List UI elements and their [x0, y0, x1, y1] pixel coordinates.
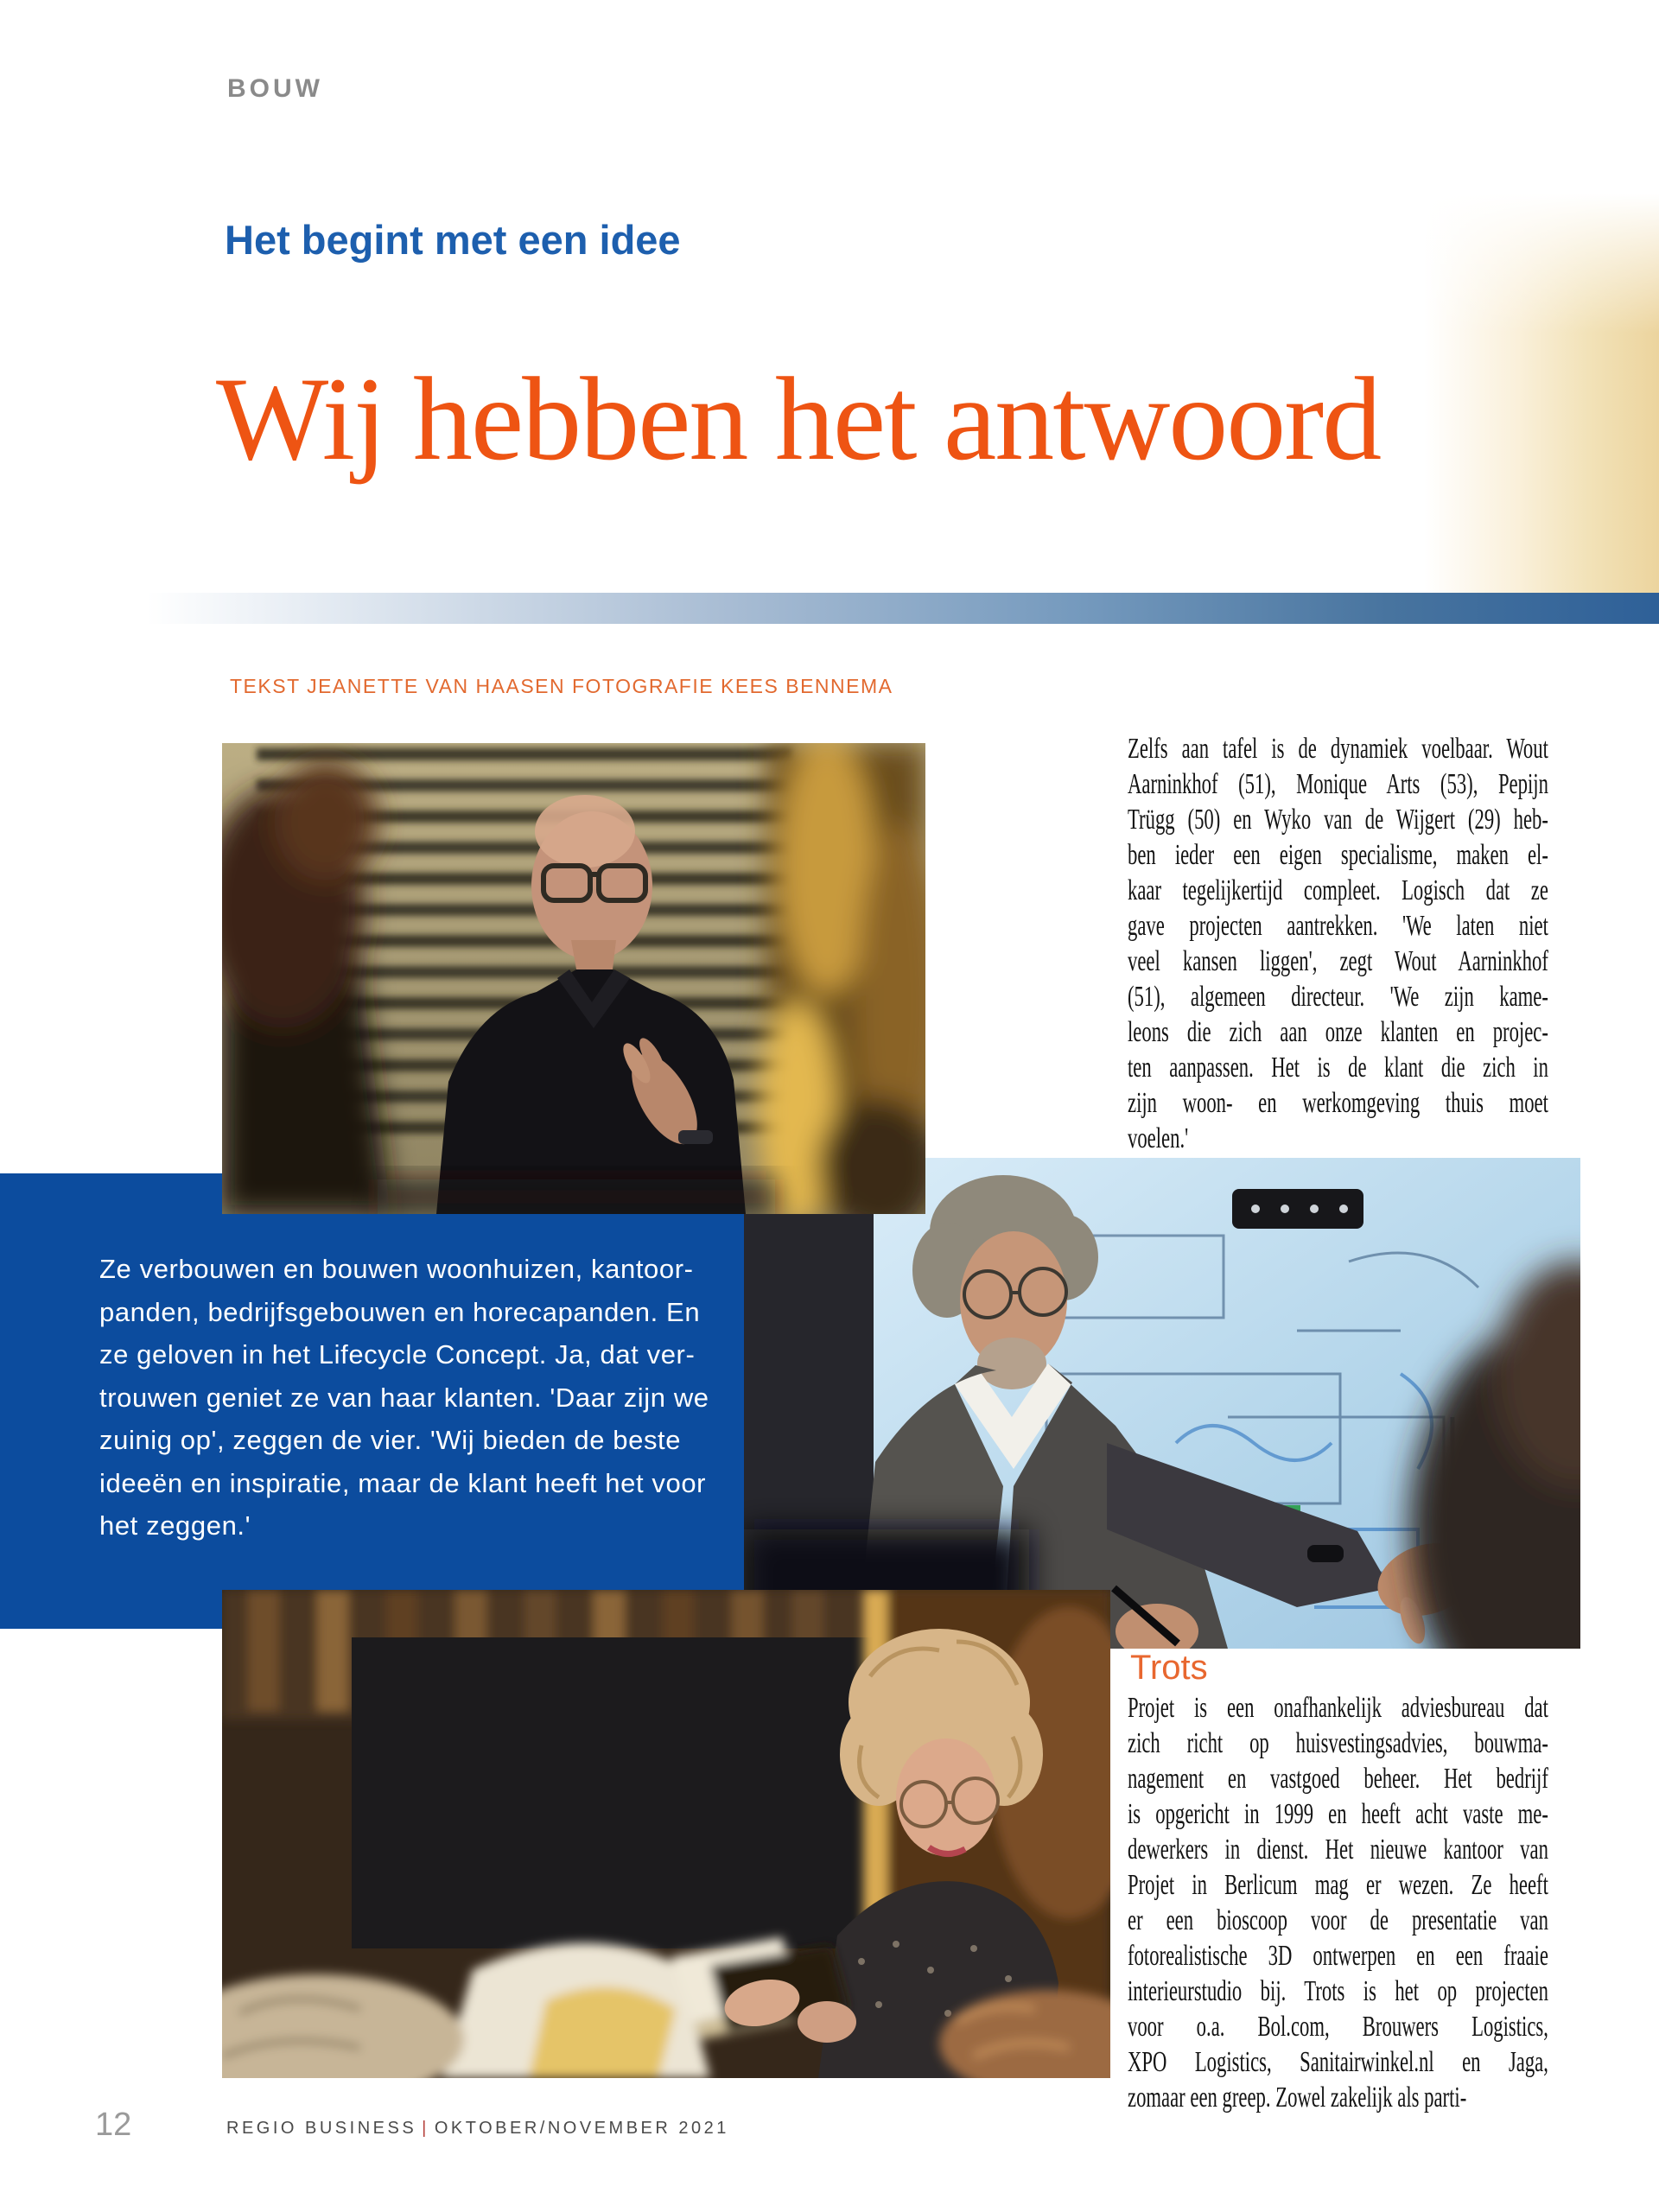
intro-line: zijn woon- en werkomgeving thuis moet: [1128, 1087, 1548, 1119]
footer: [226, 2119, 729, 2139]
intro-line: leons die zich aan onze klanten en projec-: [1128, 1016, 1548, 1048]
category-label: BOUW: [227, 74, 323, 103]
quote-line: ze geloven in het Lifecycle Concept. Ja, dat ver-: [99, 1339, 696, 1370]
photo-man-talking: [222, 743, 925, 1214]
trots-line: Projet is een onafhankelijk adviesbureau dat: [1128, 1692, 1548, 1724]
trots-line: er een bioscoop voor de presentatie van: [1128, 1904, 1548, 1936]
page-number: 12: [95, 2107, 132, 2143]
quote-line: Ze verbouwen en bouwen woonhuizen, kantoor-: [99, 1254, 694, 1284]
photo-man-talking-art: [222, 743, 925, 1214]
trots-line: nagement en vastgoed beheer. Het bedrijf: [1128, 1763, 1548, 1795]
quote-line: het zeggen.': [99, 1510, 251, 1541]
footer-issue: OKTOBER/NOVEMBER 2021: [434, 2119, 729, 2138]
footer-separator: |: [422, 2119, 429, 2138]
trots-line: Projet in Berlicum mag er wezen. Ze heeft: [1128, 1869, 1548, 1901]
headline: Wij hebben het antwoord: [216, 353, 1381, 485]
trots-line: voor o.a. Bol.com, Brouwers Logistics,: [1128, 2011, 1548, 2043]
intro-paragraph: [1128, 731, 1548, 1156]
photo-man-pointing-screen: [744, 1158, 1580, 1649]
credit-line: TEKST JEANETTE VAN HAASEN FOTOGRAFIE KEES BENNEMA: [230, 675, 893, 697]
trots-line: XPO Logistics, Sanitairwinkel.nl en Jaga,: [1128, 2046, 1548, 2078]
trots-line: zomaar een greep. Zowel zakelijk als parti-: [1128, 2082, 1467, 2113]
quote-line: ideeën en inspiratie, maar de klant heeft het voor: [99, 1467, 707, 1498]
intro-line: Zelfs aan tafel is de dynamiek voelbaar. Wout: [1128, 733, 1548, 765]
kicker-title: Het begint met een idee: [225, 217, 681, 263]
intro-line: ten aanpassen. Het is de klant die zich in: [1128, 1052, 1548, 1084]
intro-line: veel kansen liggen', zegt Wout Aarninkhof: [1128, 945, 1548, 977]
photo-woman-fabrics: [222, 1590, 1110, 2078]
intro-line: gave projecten aantrekken. 'We laten niet: [1128, 910, 1548, 942]
section-heading-trots: Trots: [1130, 1649, 1208, 1687]
footer-magazine: REGIO BUSINESS: [226, 2119, 417, 2138]
quote-line: trouwen geniet ze van haar klanten. 'Daar zijn we: [99, 1382, 709, 1413]
quote-line: zuinig op', zeggen de vier. 'Wij bieden de beste: [99, 1425, 682, 1455]
trots-line: interieurstudio bij. Trots is het op projecten: [1128, 1975, 1548, 2007]
intro-line: Trügg (50) en Wyko van de Wijgert (29) heb-: [1128, 804, 1548, 836]
photo-woman-fabrics-art: [222, 1590, 1110, 2078]
intro-line: kaar tegelijkertijd compleet. Logisch dat ze: [1128, 874, 1548, 906]
intro-line: voelen.': [1128, 1122, 1189, 1154]
pull-quote-box: [0, 1173, 744, 1629]
trots-paragraph: [1128, 1690, 1548, 2115]
trots-line: fotorealistische 3D ontwerpen en een fraaie: [1128, 1940, 1548, 1972]
intro-line: ben ieder een eigen specialisme, maken el-: [1128, 839, 1548, 871]
trots-line: is opgericht in 1999 en heeft acht vaste me-: [1128, 1798, 1548, 1830]
intro-line: Aarninkhof (51), Monique Arts (53), Pepijn: [1128, 768, 1548, 800]
intro-line: (51), algemeen directeur. 'We zijn kame-: [1128, 981, 1548, 1013]
photo-man-pointing-art: [744, 1158, 1580, 1649]
trots-line: zich richt op huisvestingsadvies, bouwma-: [1128, 1727, 1548, 1759]
gold-gradient-band: [1424, 194, 1659, 593]
pull-quote-text: [99, 1248, 744, 1548]
trots-line: dewerkers in dienst. Het nieuwe kantoor van: [1128, 1834, 1548, 1866]
quote-line: panden, bedrijfsgebouwen en horecapanden. En: [99, 1296, 701, 1327]
blue-gradient-bar: [147, 593, 1659, 624]
